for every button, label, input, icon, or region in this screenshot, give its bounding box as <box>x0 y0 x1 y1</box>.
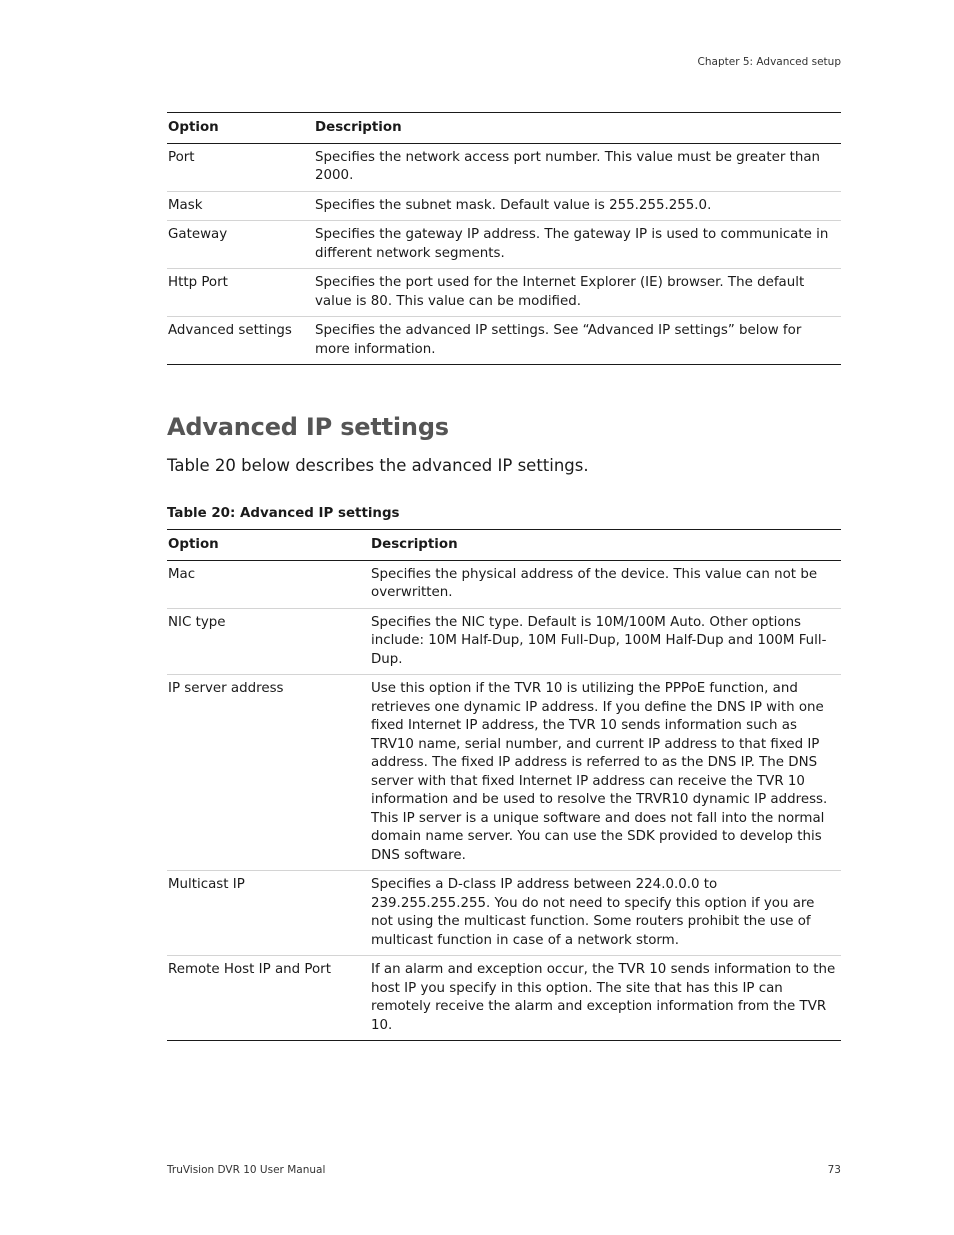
description-cell: Specifies the subnet mask. Default value is 255.255.255.0. <box>314 191 841 221</box>
table-header-row <box>167 530 841 561</box>
option-cell: Remote Host IP and Port <box>167 956 370 1041</box>
option-cell: Gateway <box>167 221 314 269</box>
page-number: 73 <box>827 1164 841 1176</box>
table-row <box>167 143 841 191</box>
advanced-ip-settings-table <box>167 529 841 1041</box>
column-header-option: Option <box>167 113 314 144</box>
description-cell: Use this option if the TVR 10 is utilizing the PPPoE function, and retrieves one dynamic IP address. If you define the DNS IP with one fixed Internet IP address, the TVR 10 sends information such as TRV10 name, serial number, and current IP address to that fixed IP address. The fixed IP address is referred to as the DNS IP. The DNS server with that fixed Internet IP address can receive the TVR 10 information and be used to resolve the TRVR10 dynamic IP address. This IP server is a unique software and does not fall into the normal domain name server. You can use the SDK provided to develop this DNS software. <box>370 675 841 871</box>
description-cell: Specifies the advanced IP settings. See “Advanced IP settings” below for more information. <box>314 317 841 365</box>
network-settings-table <box>167 112 841 365</box>
description-cell: Specifies the network access port number. This value must be greater than 2000. <box>314 143 841 191</box>
table-row <box>167 560 841 608</box>
option-cell: Mac <box>167 560 370 608</box>
option-cell: NIC type <box>167 608 370 675</box>
description-cell: Specifies a D-class IP address between 224.0.0.0 to 239.255.255.255. You do not need to specify this option if you are not using the multicast function. Some routers prohibit the use of multicast function in case of a network storm. <box>370 871 841 956</box>
table-header-row <box>167 113 841 144</box>
section-heading: Advanced IP settings <box>167 413 449 441</box>
option-cell: Advanced settings <box>167 317 314 365</box>
option-cell: Http Port <box>167 269 314 317</box>
option-cell: Mask <box>167 191 314 221</box>
option-cell: Multicast IP <box>167 871 370 956</box>
footer-manual-title: TruVision DVR 10 User Manual <box>167 1164 326 1176</box>
option-cell: Port <box>167 143 314 191</box>
description-cell: Specifies the port used for the Internet Explorer (IE) browser. The default value is 80. This value can be modified. <box>314 269 841 317</box>
running-header: Chapter 5: Advanced setup <box>697 56 841 68</box>
table-row <box>167 956 841 1041</box>
column-header-description: Description <box>370 530 841 561</box>
table-caption: Table 20: Advanced IP settings <box>167 506 400 521</box>
column-header-option: Option <box>167 530 370 561</box>
table-row <box>167 608 841 675</box>
column-header-description: Description <box>314 113 841 144</box>
description-cell: Specifies the gateway IP address. The gateway IP is used to communicate in different network segments. <box>314 221 841 269</box>
table-row <box>167 269 841 317</box>
description-cell: If an alarm and exception occur, the TVR 10 sends information to the host IP you specify in this option. The site that has this IP can remotely receive the alarm and exception information from the TVR 10. <box>370 956 841 1041</box>
description-cell: Specifies the NIC type. Default is 10M/100M Auto. Other options include: 10M Half-Dup, 10M Full-Dup, 100M Half-Dup and 100M Full-Dup. <box>370 608 841 675</box>
table-row <box>167 191 841 221</box>
description-cell: Specifies the physical address of the device. This value can not be overwritten. <box>370 560 841 608</box>
option-cell: IP server address <box>167 675 370 871</box>
table-row <box>167 317 841 365</box>
table-row <box>167 221 841 269</box>
table-row <box>167 675 841 871</box>
table-row <box>167 871 841 956</box>
section-intro: Table 20 below describes the advanced IP settings. <box>167 456 589 475</box>
